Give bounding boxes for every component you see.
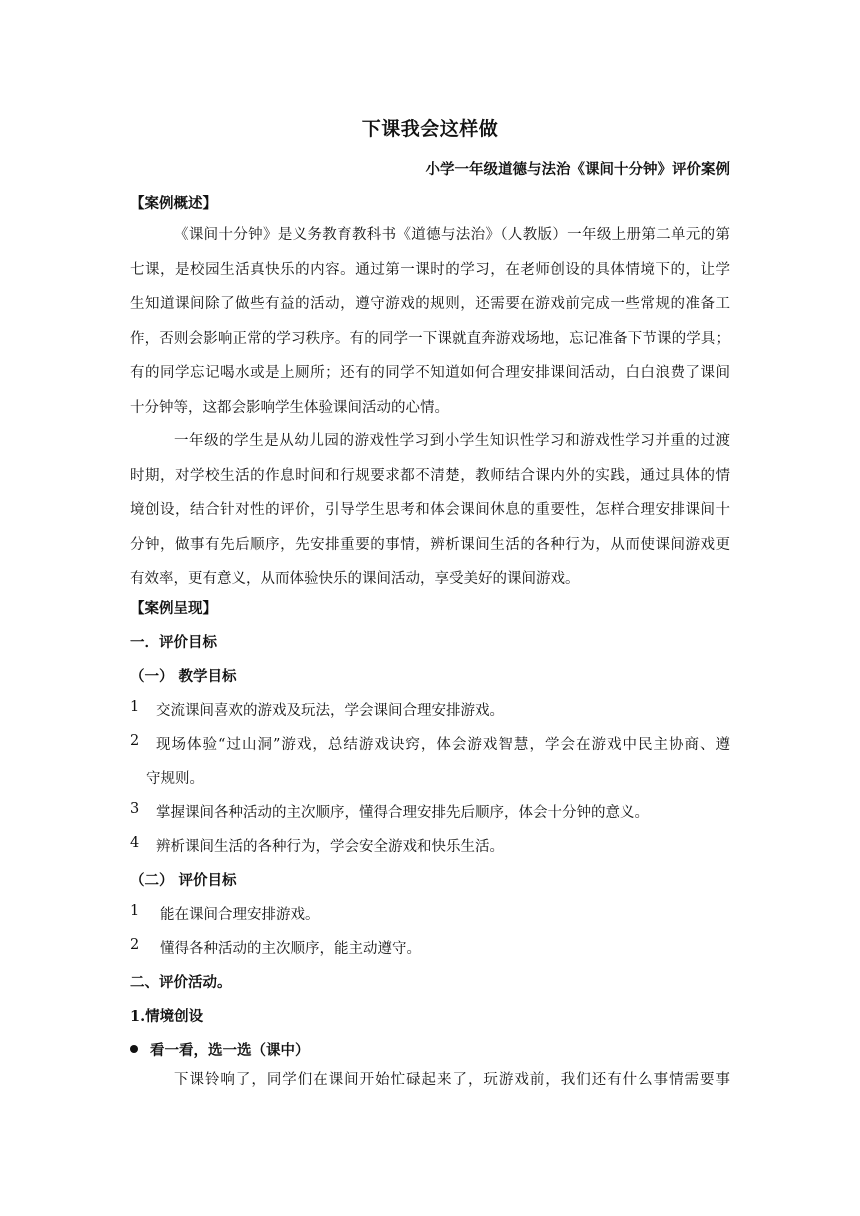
document-title: 下课我会这样做 xyxy=(361,118,499,140)
paragraph-line: 下课铃响了，同学们在课间开始忙碌起来了，玩游戏前，我们还有什么事情需要事 xyxy=(174,1072,730,1088)
paragraph-line: 有效率，更有意义，从而体验快乐的课间活动，享受美好的课间游戏。 xyxy=(130,571,580,587)
item-text: 掌握课间各种活动的主次顺序，懂得合理安排先后顺序，体会十分钟的意义。 xyxy=(156,805,649,821)
section-1-heading: 一．评价目标 xyxy=(130,634,217,651)
item-number: 4 xyxy=(130,835,140,851)
bullet-text: 看一看，选一选（课中） xyxy=(150,1042,310,1059)
item-text: 懂得各种活动的主次顺序，能主动遵守。 xyxy=(160,941,421,957)
item-number: 1 xyxy=(130,699,140,715)
item-number: 1 xyxy=(130,903,140,919)
presentation-heading: 【案例呈现】 xyxy=(130,600,217,617)
item-text: 现场体验“过山洞”游戏，总结游戏诀窍，体会游戏智慧，学会在游戏中民主协商、遵 xyxy=(156,737,730,753)
paragraph-line: 有的同学忘记喝水或是上厕所；还有的同学不知道如何合理安排课间活动，白白浪费了课间 xyxy=(130,365,730,381)
paragraph-line: 《课间十分钟》是义务教育教科书《道德与法治》（人教版）一年级上册第二单元的第 xyxy=(174,227,730,243)
overview-paragraph-2 xyxy=(130,424,730,597)
paragraph-line: 十分钟等，这都会影响学生体验课间活动的心情。 xyxy=(130,399,449,416)
bullet-item xyxy=(130,1039,310,1060)
bullet-dot-icon xyxy=(130,1045,138,1053)
paragraph-line: 时期，对学校生活的作息时间和行规要求都不清楚，教师结合课内外的实践，通过具体的情 xyxy=(130,467,730,484)
teaching-goals-heading: （一） 教学目标 xyxy=(130,668,237,685)
overview-paragraph-1 xyxy=(130,218,730,425)
overview-heading: 【案例概述】 xyxy=(130,195,217,212)
item-text: 辨析课间生活的各种行为，学会安全游戏和快乐生活。 xyxy=(156,839,504,855)
paragraph-line: 境创设，结合针对性的评价，引导学生思考和体会课间休息的重要性，怎样合理安排课间十 xyxy=(130,502,730,518)
item-text: 能在课间合理安排游戏。 xyxy=(160,907,320,923)
paragraph-line: 七课，是校园生活真快乐的内容。通过第一课时的学习，在老师创设的具体情境下的，让学 xyxy=(130,261,730,278)
item-text-continued: 守规则。 xyxy=(146,771,204,787)
scenario-paragraph xyxy=(130,1063,730,1098)
item-number: 3 xyxy=(130,801,140,817)
document-subtitle: 小学一年级道德与法治《课间十分钟》评价案例 xyxy=(425,161,730,178)
scenario-heading: 1.情境创设 xyxy=(130,1008,204,1025)
item-number: 2 xyxy=(130,937,140,953)
paragraph-line: 生知道课间除了做些有益的活动，遵守游戏的规则，还需要在游戏前完成一些常规的准备工 xyxy=(130,296,730,312)
paragraph-line: 分钟，做事有先后顺序，先安排重要的事情，辨析课间生活的各种行为，从而使课间游戏更 xyxy=(130,536,730,553)
item-text: 交流课间喜欢的游戏及玩法，学会课间合理安排游戏。 xyxy=(156,703,504,719)
paragraph-line: 作，否则会影响正常的学习秩序。有的同学一下课就直奔游戏场地，忘记准备下节课的学具； xyxy=(130,330,730,347)
paragraph-line: 一年级的学生是从幼儿园的游戏性学习到小学生知识性学习和游戏性学习并重的过渡 xyxy=(174,433,730,449)
section-2-heading: 二、评价活动。 xyxy=(130,974,232,991)
item-number: 2 xyxy=(130,733,140,749)
evaluation-goals-heading: （二） 评价目标 xyxy=(130,872,237,889)
